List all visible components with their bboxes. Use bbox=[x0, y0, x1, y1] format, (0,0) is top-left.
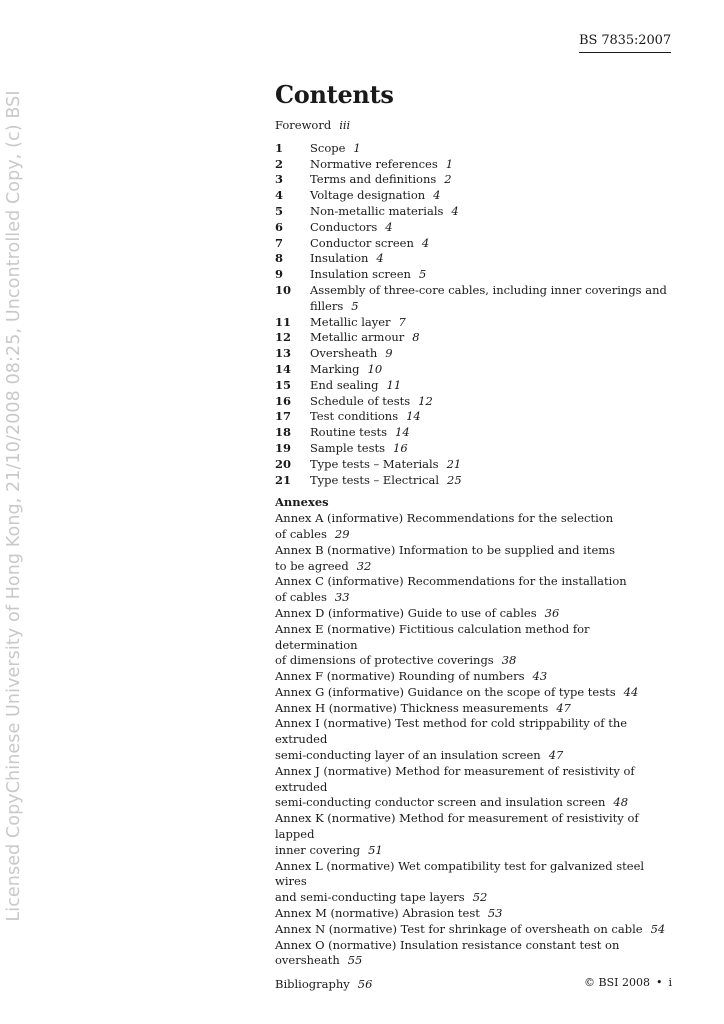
toc-foreword[interactable] bbox=[275, 118, 675, 134]
toc-clause-entry[interactable] bbox=[275, 188, 675, 204]
annex-page: 47 bbox=[556, 700, 571, 715]
toc-annex-entry[interactable] bbox=[275, 511, 675, 543]
annex-line bbox=[275, 764, 675, 796]
toc-clause-entry[interactable] bbox=[275, 141, 675, 157]
clause-number: 8 bbox=[275, 251, 284, 266]
clause-number: 20 bbox=[275, 456, 292, 471]
clause-page: 25 bbox=[447, 472, 462, 487]
annex-line bbox=[275, 559, 675, 575]
annex-text: Annex B (normative) Information to be supplied and items bbox=[275, 542, 616, 557]
annex-line bbox=[275, 811, 675, 843]
clause-title: Metallic armour bbox=[310, 330, 405, 345]
clause-page: 4 bbox=[385, 219, 393, 234]
toc-annex-entry[interactable] bbox=[275, 543, 675, 575]
clause-page: 11 bbox=[386, 377, 402, 392]
annex-text: and semi-conducting tape layers bbox=[275, 890, 465, 905]
annex-line bbox=[275, 527, 675, 543]
foreword-label: Foreword bbox=[275, 118, 332, 132]
clause-title: Insulation bbox=[310, 251, 369, 266]
annex-line bbox=[275, 590, 675, 606]
toc-clause-entry[interactable] bbox=[275, 251, 675, 267]
clause-title: Normative references bbox=[310, 156, 438, 171]
clause-text bbox=[310, 441, 675, 457]
annex-text: Annex O (normative) Insulation resistance constant test on bbox=[275, 937, 620, 952]
toc-annex-entry[interactable] bbox=[275, 701, 675, 717]
clause-text bbox=[310, 236, 675, 252]
toc-annex-entry[interactable] bbox=[275, 574, 675, 606]
page-title: Contents bbox=[275, 80, 394, 109]
annex-line bbox=[275, 938, 675, 954]
clause-number: 13 bbox=[275, 346, 292, 361]
annex-line bbox=[275, 748, 675, 764]
clause-number: 6 bbox=[275, 219, 284, 234]
clause-number: 3 bbox=[275, 172, 284, 187]
toc-annex-entry[interactable] bbox=[275, 938, 675, 970]
annex-line bbox=[275, 543, 675, 559]
toc-clause-entry[interactable] bbox=[275, 409, 675, 425]
annex-text: Annex D (informative) Guide to use of cables bbox=[275, 605, 537, 620]
annex-text: Annex C (informative) Recommendations for the installation bbox=[275, 574, 627, 589]
toc-clause-entry[interactable] bbox=[275, 204, 675, 220]
bibliography-label: Bibliography bbox=[275, 977, 350, 992]
clause-text bbox=[310, 457, 675, 473]
clause-number: 21 bbox=[275, 472, 292, 487]
clause-title: Routine tests bbox=[310, 425, 388, 440]
clause-number: 10 bbox=[275, 282, 292, 297]
toc-annex-entry[interactable] bbox=[275, 669, 675, 685]
clause-title: Scope bbox=[310, 140, 346, 155]
annex-line bbox=[275, 511, 675, 527]
toc-annex-entry[interactable] bbox=[275, 622, 675, 669]
clause-number: 11 bbox=[275, 314, 292, 329]
annex-text: Annex H (normative) Thickness measurements bbox=[275, 700, 549, 715]
clause-title: Conductor screen bbox=[310, 235, 414, 250]
annex-line bbox=[275, 685, 675, 701]
clause-title: Conductors bbox=[310, 219, 378, 234]
toc-clause-entry[interactable] bbox=[275, 267, 675, 283]
clause-text bbox=[310, 394, 675, 410]
annex-text: of cables bbox=[275, 590, 327, 605]
toc-clause-entry[interactable] bbox=[275, 457, 675, 473]
toc-annex-entry[interactable] bbox=[275, 606, 675, 622]
clause-number: 7 bbox=[275, 235, 284, 250]
annex-text: Annex G (informative) Guidance on the scope of type tests bbox=[275, 684, 616, 699]
toc-annex-entry[interactable] bbox=[275, 716, 675, 763]
clause-title: Type tests – Electrical bbox=[310, 472, 439, 487]
bibliography-page: 56 bbox=[357, 977, 373, 992]
clause-number: 9 bbox=[275, 267, 284, 282]
annex-line bbox=[275, 669, 675, 685]
annex-page: 38 bbox=[501, 653, 517, 668]
annex-page: 33 bbox=[334, 590, 350, 605]
footer-copyright: © BSI 2008 bbox=[584, 976, 650, 989]
header-rule bbox=[579, 52, 671, 53]
annex-line bbox=[275, 890, 675, 906]
clause-number: 14 bbox=[275, 361, 292, 376]
annex-text: Annex A (informative) Recommendations for the selection bbox=[275, 511, 614, 526]
clause-page: 1 bbox=[353, 140, 361, 155]
clause-title: Schedule of tests bbox=[310, 393, 411, 408]
clause-page: 5 bbox=[351, 298, 359, 313]
clause-number: 18 bbox=[275, 425, 292, 440]
clause-page: 4 bbox=[376, 251, 384, 266]
annex-page: 32 bbox=[356, 558, 372, 573]
annex-text: Annex E (normative) Fictitious calculation method for determination bbox=[275, 621, 590, 652]
annex-line bbox=[275, 922, 675, 938]
clause-page: 16 bbox=[393, 440, 408, 455]
annex-line bbox=[275, 906, 675, 922]
annex-page: 47 bbox=[548, 748, 564, 763]
clause-text bbox=[310, 204, 675, 220]
clause-title: Insulation screen bbox=[310, 267, 411, 282]
page-footer bbox=[520, 976, 672, 989]
annex-page: 36 bbox=[544, 605, 560, 620]
clause-title: Sample tests bbox=[310, 440, 385, 455]
annex-text: Annex I (normative) Test method for cold strippability of the extruded bbox=[275, 716, 628, 747]
clause-text bbox=[310, 251, 675, 267]
annex-page: 54 bbox=[650, 921, 666, 936]
annex-line bbox=[275, 622, 675, 654]
annex-page: 52 bbox=[472, 890, 488, 905]
annex-page: 48 bbox=[613, 795, 629, 810]
toc-clause-entry[interactable] bbox=[275, 157, 675, 173]
clause-page: 1 bbox=[445, 156, 454, 171]
annex-text: inner covering bbox=[275, 842, 361, 857]
clause-text bbox=[310, 473, 675, 489]
clause-title: Metallic layer bbox=[310, 314, 391, 329]
clause-number: 17 bbox=[275, 409, 292, 424]
foreword-page: iii bbox=[339, 118, 351, 132]
clause-text bbox=[310, 283, 675, 315]
clause-text bbox=[310, 172, 675, 188]
clause-number: 5 bbox=[275, 203, 284, 218]
clause-text bbox=[310, 330, 675, 346]
clause-number: 19 bbox=[275, 440, 292, 455]
watermark bbox=[0, 0, 28, 1024]
clause-page: 8 bbox=[412, 330, 420, 345]
annex-page: 51 bbox=[368, 842, 383, 857]
clause-title: Marking bbox=[310, 361, 360, 376]
annex-line bbox=[275, 953, 675, 969]
annex-line bbox=[275, 606, 675, 622]
clause-page: 2 bbox=[444, 172, 452, 187]
annex-line bbox=[275, 716, 675, 748]
annex-line bbox=[275, 795, 675, 811]
clause-page: 4 bbox=[433, 188, 441, 203]
clause-title: Non-metallic materials bbox=[310, 203, 444, 218]
toc-clause-entry[interactable] bbox=[275, 330, 675, 346]
toc-annex-entry[interactable] bbox=[275, 764, 675, 811]
clause-number: 1 bbox=[275, 140, 284, 155]
clause-page: 7 bbox=[398, 314, 406, 329]
clause-text bbox=[310, 425, 675, 441]
clause-title: Terms and definitions bbox=[310, 172, 437, 187]
clause-page: 9 bbox=[385, 346, 393, 361]
toc-annex-entry[interactable] bbox=[275, 685, 675, 701]
annex-text: of dimensions of protective coverings bbox=[275, 653, 494, 668]
clause-page: 5 bbox=[418, 267, 427, 282]
annex-page: 29 bbox=[334, 526, 350, 541]
clause-text bbox=[310, 188, 675, 204]
clause-number: 12 bbox=[275, 330, 292, 345]
toc-clause-entry[interactable] bbox=[275, 220, 675, 236]
toc-clause-entry[interactable] bbox=[275, 172, 675, 188]
annex-page: 44 bbox=[623, 684, 639, 699]
toc-clause-entry[interactable] bbox=[275, 362, 675, 378]
clause-number: 4 bbox=[275, 188, 284, 203]
annex-line bbox=[275, 843, 675, 859]
clause-page: 10 bbox=[367, 361, 383, 376]
clause-title: End sealing bbox=[310, 377, 379, 392]
annex-text: oversheath bbox=[275, 953, 340, 968]
clause-title: Assembly of three-core cables, including inner coverings and fillers bbox=[310, 282, 667, 313]
toc-annex-entry[interactable] bbox=[275, 906, 675, 922]
toc-clause-entry[interactable] bbox=[275, 315, 675, 331]
annex-text: Annex F (normative) Rounding of numbers bbox=[275, 669, 525, 684]
clause-text bbox=[310, 362, 675, 378]
toc-clause-entry[interactable] bbox=[275, 394, 675, 410]
annex-line bbox=[275, 859, 675, 891]
clause-list bbox=[275, 141, 675, 489]
table-of-contents bbox=[275, 118, 675, 993]
footer-separator: • bbox=[655, 976, 663, 989]
toc-annex-entry[interactable] bbox=[275, 922, 675, 938]
annex-text: semi-conducting layer of an insulation screen bbox=[275, 748, 541, 763]
annex-line bbox=[275, 701, 675, 717]
annexes-heading: Annexes bbox=[275, 495, 329, 510]
annex-text: of cables bbox=[275, 526, 327, 541]
annex-text: semi-conducting conductor screen and insulation screen bbox=[275, 795, 606, 810]
clause-number: 15 bbox=[275, 377, 292, 392]
annex-list bbox=[275, 511, 675, 969]
clause-page: 14 bbox=[395, 425, 410, 440]
clause-title: Type tests – Materials bbox=[310, 456, 439, 471]
toc-clause-entry[interactable] bbox=[275, 473, 675, 489]
annex-text: Annex M (normative) Abrasion test bbox=[275, 906, 480, 921]
clause-text bbox=[310, 141, 675, 157]
clause-page: 4 bbox=[451, 203, 459, 218]
annex-text: Annex N (normative) Test for shrinkage of oversheath on cable bbox=[275, 921, 643, 936]
clause-number: 16 bbox=[275, 393, 292, 408]
clause-text bbox=[310, 157, 675, 173]
annex-text: Annex K (normative) Method for measurement of resistivity of lapped bbox=[275, 811, 639, 842]
annex-line bbox=[275, 574, 675, 590]
standard-code: BS 7835:2007 bbox=[579, 33, 671, 48]
toc-clause-entry[interactable] bbox=[275, 346, 675, 362]
toc-annex-entry[interactable] bbox=[275, 811, 675, 858]
toc-clause-entry[interactable] bbox=[275, 236, 675, 252]
clause-number: 2 bbox=[275, 156, 284, 171]
toc-annex-entry[interactable] bbox=[275, 859, 675, 906]
watermark-text: Licensed CopyChinese University of Hong Kong, 21/10/2008 08:25, Uncontrolled Copy, (c) BSI bbox=[4, 90, 24, 922]
clause-text bbox=[310, 220, 675, 236]
toc-clause-entry[interactable] bbox=[275, 425, 675, 441]
annex-text: Annex J (normative) Method for measurement of resistivity of extruded bbox=[275, 763, 635, 794]
clause-title: Oversheath bbox=[310, 346, 378, 361]
clause-text bbox=[310, 267, 675, 283]
clause-page: 12 bbox=[418, 393, 433, 408]
clause-text bbox=[310, 315, 675, 331]
clause-title: Test conditions bbox=[310, 409, 399, 424]
annex-text: to be agreed bbox=[275, 558, 349, 573]
clause-text bbox=[310, 346, 675, 362]
clause-title: Voltage designation bbox=[310, 188, 426, 203]
annex-page: 55 bbox=[347, 953, 363, 968]
annex-text: Annex L (normative) Wet compatibility test for galvanized steel wires bbox=[275, 858, 645, 889]
clause-text bbox=[310, 409, 675, 425]
clause-text bbox=[310, 378, 675, 394]
annex-page: 53 bbox=[487, 906, 503, 921]
toc-clause-entry[interactable] bbox=[275, 441, 675, 457]
clause-page: 14 bbox=[406, 409, 421, 424]
toc-clause-entry[interactable] bbox=[275, 378, 675, 394]
toc-clause-entry[interactable] bbox=[275, 283, 675, 315]
annex-page: 43 bbox=[532, 669, 548, 684]
clause-page: 4 bbox=[421, 235, 430, 250]
footer-page-number: i bbox=[668, 976, 672, 989]
clause-page: 21 bbox=[446, 456, 462, 471]
annex-line bbox=[275, 653, 675, 669]
